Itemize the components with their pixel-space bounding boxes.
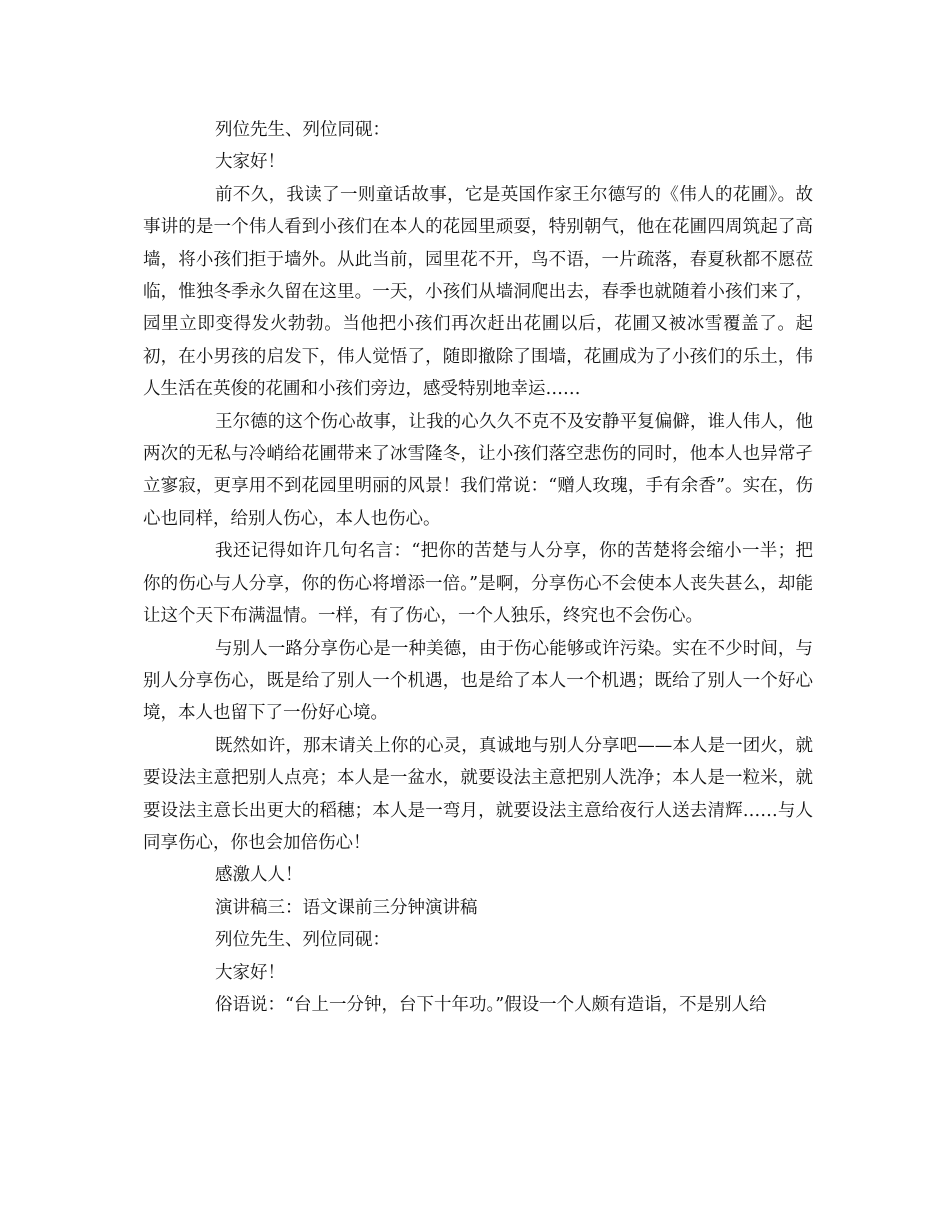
section-heading: 演讲稿三：语文课前三分钟演讲稿 <box>215 897 478 918</box>
paragraph-proverb: 俗语说：“台上一分钟，台下十年功。”假设一个人颇有造诣，不是别人给 <box>215 994 767 1015</box>
greeting: 大家好！ <box>215 152 285 173</box>
paragraph-virtue: 与别人一路分享伤心是一种美德，由于伤心能够或许污染。实在不少时间，与别人分享伤心，既是给了别人一个机遇，也是给了本人一个机遇；既给了别人一个好心境，本人也留下了一份好心境。 <box>143 638 813 724</box>
salutation-2: 列位先生、列位同砚： <box>215 930 390 951</box>
paragraph-quote: 我还记得如许几句名言：“把你的苦楚与人分享，你的苦楚将会缩小一半；把你的伤心与人分享，你的伤心将增添一倍。”是啊，分享伤心不会使本人丧失甚么，却能让这个天下布满温情。一样，有了伤心，一个人独乐，终究也不会伤心。 <box>143 541 813 627</box>
greeting-2: 大家好！ <box>215 962 285 983</box>
thanks: 感激人人！ <box>215 865 303 886</box>
paragraph-conclusion: 既然如许，那末请关上你的心灵，真诚地与别人分享吧——本人是一团火，就要设法主意把别人点亮；本人是一盆水，就要设法主意把别人洗净；本人是一粒米，就要设法主意长出更大的稻穗；本人是一弯月，就要设法主意给夜行人送去清辉……与人同享伤心，你也会加倍伤心！ <box>143 735 813 853</box>
paragraph-reflection: 王尔德的这个伤心故事，让我的心久久不克不及安静平复偏僻，谁人伟人，他两次的无私与冷峭给花圃带来了冰雪隆冬，让小孩们落空悲伤的同时，他本人也异常孑立寥寂，更享用不到花园里明丽的风景！我们常说：“赠人玫瑰，手有余香”。实在，伤心也同样，给别人伤心，本人也伤心。 <box>143 411 813 529</box>
paragraph-story: 前不久，我读了一则童话故事，它是英国作家王尔德写的《伟人的花圃》。故事讲的是一个伟人看到小孩们在本人的花园里顽耍，特别朝气，他在花圃四周筑起了高墙，将小孩们拒于墙外。从此当前，园里花不开，鸟不语，一片疏落，春夏秋都不愿莅临，惟独冬季永久留在这里。一天，小孩们从墙洞爬出去，春季也就随着小孩们来了，园里立即变得发火勃勃。当他把小孩们再次赶出花圃以后，花圃又被冰雪覆盖了。起初，在小男孩的启发下，伟人觉悟了，随即撤除了围墙，花圃成为了小孩们的乐土，伟人生活在英俊的花圃和小孩们旁边，感受特别地幸运…… <box>143 184 813 400</box>
document-body <box>143 114 813 1021</box>
salutation: 列位先生、列位同砚： <box>215 120 390 140</box>
